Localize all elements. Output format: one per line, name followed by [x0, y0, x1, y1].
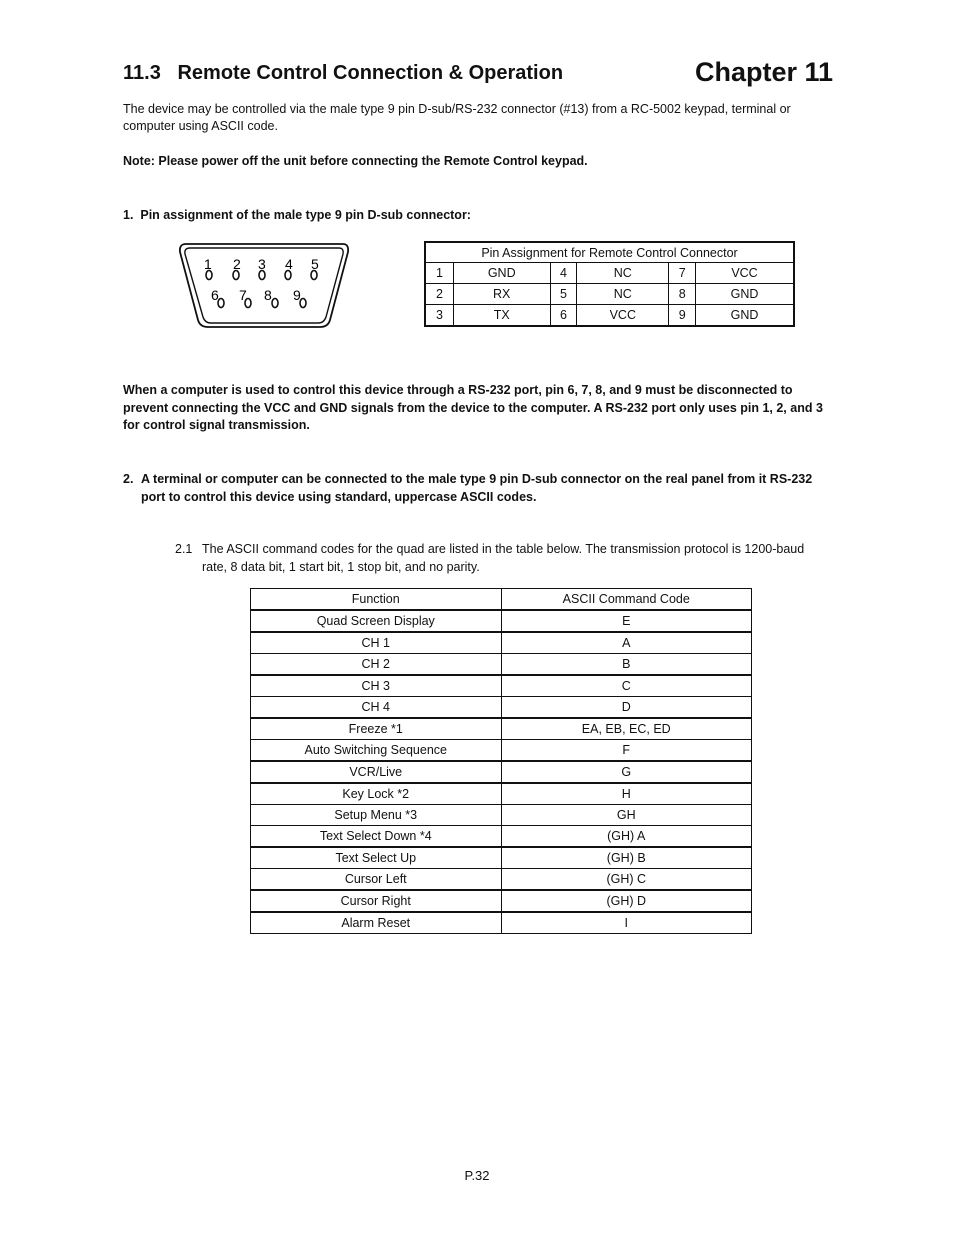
table-cell: GND — [453, 263, 550, 284]
table-cell: 6 — [550, 305, 577, 327]
pin-assignment-table — [424, 241, 795, 327]
table-cell: 1 — [425, 263, 453, 284]
pin-hole — [300, 299, 306, 308]
pin-label: 5 — [311, 256, 319, 272]
pin-label: 4 — [285, 256, 293, 272]
pin-label: 9 — [293, 287, 301, 303]
pin-hole — [245, 299, 251, 308]
table-row — [251, 610, 752, 632]
section-title: 11.3 Remote Control Connection & Operation — [123, 62, 564, 84]
function-cell: Quad Screen Display — [251, 610, 502, 632]
table-cell: 4 — [550, 263, 577, 284]
pin-hole — [218, 299, 224, 308]
table-cell: TX — [453, 305, 550, 327]
function-cell: CH 2 — [251, 654, 502, 676]
function-cell: Key Lock *2 — [251, 783, 502, 805]
table-row — [251, 847, 752, 869]
table-cell: NC — [577, 284, 669, 305]
table-row — [251, 718, 752, 740]
item-text: A terminal or computer can be connected to the male type 9 pin D-sub connector on the real panel from it RS-232 port to control this device using standard, uppercase ASCII codes. — [141, 472, 813, 504]
terminal-connection-item — [123, 470, 833, 506]
table-cell: VCC — [577, 305, 669, 327]
ascii-code-cell: B — [501, 654, 752, 676]
dsub-connector-diagram — [178, 240, 353, 332]
table-cell: NC — [577, 263, 669, 284]
table-row — [251, 654, 752, 676]
ascii-code-cell: (GH) D — [501, 890, 752, 912]
power-off-note: Note: Please power off the unit before connecting the Remote Control keypad. — [123, 154, 588, 168]
pin-table-title: Pin Assignment for Remote Control Connector — [425, 242, 794, 263]
pin-label: 2 — [233, 256, 241, 272]
function-cell: VCR/Live — [251, 761, 502, 783]
ascii-protocol-item — [175, 540, 815, 576]
table-row — [251, 805, 752, 826]
chapter-heading: Chapter 11 — [695, 57, 834, 87]
function-cell: Auto Switching Sequence — [251, 740, 502, 762]
pin-label: 7 — [239, 287, 247, 303]
table-row — [251, 675, 752, 697]
pin-label: 8 — [264, 287, 272, 303]
table-cell: 9 — [669, 305, 696, 327]
ascii-code-cell: C — [501, 675, 752, 697]
table-row — [251, 740, 752, 762]
item-number: 2.1 — [175, 542, 193, 556]
rs232-warning: When a computer is used to control this device through a RS-232 port, pin 6, 7, 8, and 9 must be disconnected to prevent connecting the VCC and GND signals from the device to the computer. A RS-232 port only uses pin 1, 2, and 3 for control signal transmission. — [123, 383, 823, 432]
item-text: The ASCII command codes for the quad are listed in the table below. The transmission protocol is 1200-baud rate, 8 data bit, 1 start bit, 1 stop bit, and no parity. — [202, 542, 805, 574]
ascii-command-table — [250, 588, 752, 934]
table-cell: GND — [696, 305, 794, 327]
ascii-code-cell: I — [501, 912, 752, 934]
table-cell: 5 — [550, 284, 577, 305]
table-row — [251, 697, 752, 719]
ascii-code-cell: H — [501, 783, 752, 805]
pin-assignment-heading: 1. Pin assignment of the male type 9 pin D-sub connector: — [123, 208, 471, 222]
ascii-code-cell: (GH) C — [501, 869, 752, 891]
pin-label: 3 — [258, 256, 266, 272]
table-row — [251, 783, 752, 805]
table-cell: RX — [453, 284, 550, 305]
table-row — [251, 632, 752, 654]
item-number: 2. — [123, 472, 134, 486]
table-row — [251, 761, 752, 783]
table-cell: 3 — [425, 305, 453, 327]
table-row — [251, 869, 752, 891]
table-row — [425, 263, 794, 284]
table-cell: GND — [696, 284, 794, 305]
table-row — [251, 912, 752, 934]
intro-paragraph: The device may be controlled via the male type 9 pin D-sub/RS-232 connector (#13) from a RC-5002 keypad, terminal or computer using ASCII code. — [123, 102, 791, 133]
table-row — [251, 826, 752, 848]
table-row — [425, 305, 794, 327]
ascii-code-cell: (GH) B — [501, 847, 752, 869]
column-header-function: Function — [251, 589, 502, 611]
table-row — [425, 284, 794, 305]
function-cell: Cursor Right — [251, 890, 502, 912]
function-cell: Setup Menu *3 — [251, 805, 502, 826]
function-cell: Freeze *1 — [251, 718, 502, 740]
ascii-code-cell: A — [501, 632, 752, 654]
ascii-code-cell: (GH) A — [501, 826, 752, 848]
table-cell: 2 — [425, 284, 453, 305]
ascii-code-cell: G — [501, 761, 752, 783]
function-cell: Text Select Down *4 — [251, 826, 502, 848]
ascii-code-cell: GH — [501, 805, 752, 826]
ascii-code-cell: F — [501, 740, 752, 762]
function-cell: Alarm Reset — [251, 912, 502, 934]
ascii-code-cell: EA, EB, EC, ED — [501, 718, 752, 740]
ascii-code-cell: D — [501, 697, 752, 719]
pin-label: 6 — [211, 287, 219, 303]
pin-hole — [272, 299, 278, 308]
pin-label: 1 — [204, 256, 212, 272]
page-number: P.32 — [464, 1168, 490, 1183]
function-cell: CH 4 — [251, 697, 502, 719]
function-cell: CH 3 — [251, 675, 502, 697]
ascii-code-cell: E — [501, 610, 752, 632]
table-cell: VCC — [696, 263, 794, 284]
table-cell: 8 — [669, 284, 696, 305]
table-row — [251, 890, 752, 912]
function-cell: Cursor Left — [251, 869, 502, 891]
function-cell: Text Select Up — [251, 847, 502, 869]
column-header-ascii-code: ASCII Command Code — [501, 589, 752, 611]
function-cell: CH 1 — [251, 632, 502, 654]
table-cell: 7 — [669, 263, 696, 284]
